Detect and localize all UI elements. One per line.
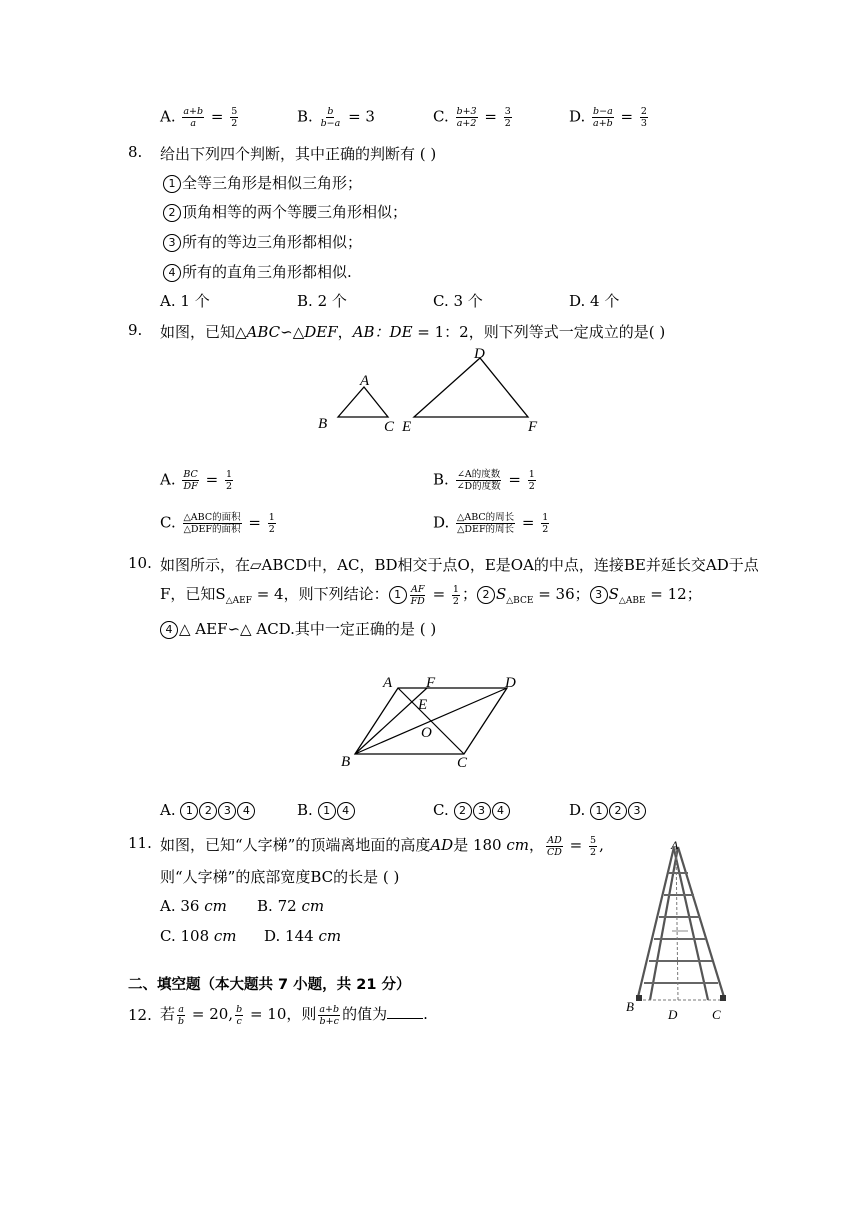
- ladder-left-rail-inner: [650, 847, 678, 1000]
- option-text: 3 个: [453, 292, 483, 310]
- vertex-label-d: D: [474, 346, 485, 362]
- option-label: A.: [160, 801, 176, 819]
- frac-den: △DEF的周长: [457, 524, 515, 535]
- stem-text: 的值为: [342, 1005, 388, 1023]
- q9-option-b: B. $\frac{\text{∠A的度数}}{\text{∠D的度数}}$ = $\frac{1}{2}$: [433, 469, 535, 492]
- frac-num: b: [236, 1003, 243, 1015]
- frac-den: 2: [268, 524, 275, 535]
- circled-number: 3: [628, 802, 646, 820]
- q9-triangles-figure: [310, 345, 550, 435]
- answer-blank[interactable]: [387, 1004, 423, 1019]
- q10-option-c: [433, 801, 511, 820]
- q8-item-2: [163, 201, 407, 222]
- option-label: C.: [160, 513, 176, 532]
- option-text: 108: [180, 927, 214, 945]
- q12-stem: [160, 1003, 428, 1027]
- circled-number: 3: [163, 234, 181, 252]
- option-label: B.: [257, 897, 273, 915]
- circled-number: 4: [237, 802, 255, 820]
- item-text: 所有的等边三角形都相似；: [182, 233, 363, 251]
- q10-option-a: [160, 801, 256, 820]
- unit: cm: [213, 927, 237, 945]
- option-label: B.: [297, 292, 313, 310]
- segment-name: AD: [430, 836, 454, 854]
- frac-num: a+b: [319, 1003, 340, 1015]
- frac-den: 2: [504, 118, 511, 129]
- circled-number: 3: [590, 586, 608, 604]
- circled-number: 2: [454, 802, 472, 820]
- frac-den: 2: [528, 481, 535, 492]
- vertex-label-c: C: [457, 755, 468, 771]
- option-label: D.: [264, 927, 281, 945]
- frac-num: b+3: [456, 106, 477, 117]
- stem-text: = 36；: [533, 585, 590, 603]
- option-label: C.: [433, 801, 449, 819]
- circled-number: 1: [163, 175, 181, 193]
- subscript: △AEF: [225, 596, 252, 606]
- frac-num: ∠A的度数: [456, 469, 501, 480]
- ladder-label-b: B: [626, 999, 634, 1014]
- option-label: B.: [433, 470, 449, 489]
- q8-item-4: [163, 261, 352, 282]
- vertex-label-b: B: [341, 754, 351, 770]
- option-label: D.: [569, 292, 586, 310]
- point-label-e: E: [418, 697, 428, 713]
- frac-num: 1: [452, 583, 459, 595]
- circled-number: 1: [318, 802, 336, 820]
- option-label: A.: [160, 470, 176, 489]
- option-text: 36: [180, 897, 205, 915]
- item-text: 全等三角形是相似三角形；: [182, 174, 363, 192]
- option-label: C.: [433, 107, 449, 126]
- circled-number: 3: [218, 802, 236, 820]
- vertex-label-f: F: [528, 419, 538, 435]
- triangle-name: DEF: [304, 323, 338, 341]
- frac-den: 3: [640, 118, 647, 129]
- stem-text: 如图，已知“人字梯”的顶端离地面的高度: [160, 836, 431, 854]
- option-label: D.: [433, 513, 450, 532]
- q11-line-1: 如图，已知“人字梯”的顶端离地面的高度AD是 180 cm， $\frac{AD}{CD}$ = $\frac{5}{2}$ ,: [160, 834, 604, 858]
- circled-number: 1: [180, 802, 198, 820]
- item-text: 所有的直角三角形都相似.: [182, 263, 352, 281]
- stem-text: 是 180: [453, 836, 507, 854]
- ladder-right-rail-outer: [678, 847, 724, 997]
- q8-number: 8.: [128, 143, 143, 161]
- circled-number: 4: [163, 264, 181, 282]
- stem-text: = 10，则: [245, 1005, 317, 1023]
- point-label-f: F: [426, 675, 436, 691]
- q11-line-2: 则“人字梯”的底部宽度BC的长是 ( ): [160, 868, 400, 886]
- stem-text: ，: [337, 323, 353, 341]
- q10-line-1: 如图所示，在▱ABCD中，AC，BD相交于点O，E是OA的中点，连接BE并延长交AD于点: [160, 556, 759, 574]
- stem-text: = 1：2，则下列等式一定成立的是( ): [412, 323, 666, 341]
- point-label-o: O: [421, 725, 432, 741]
- frac-num: b−a: [593, 106, 613, 117]
- ladder-foot: [720, 995, 726, 1001]
- sim-symbol: ∽△: [280, 323, 305, 341]
- vertex-label-e: E: [402, 419, 412, 435]
- option-label: B.: [297, 107, 313, 126]
- frac-num: 5: [231, 106, 238, 117]
- subscript: △BCE: [506, 596, 534, 606]
- option-text: 144: [285, 927, 319, 945]
- frac-num: 5: [590, 834, 597, 846]
- frac-num: b: [327, 106, 334, 117]
- triangle-abc: [338, 387, 388, 417]
- stem-text: = 20,: [187, 1005, 234, 1023]
- q11-option-c: [160, 927, 237, 945]
- q8-option-d: [569, 290, 619, 311]
- circled-number: 2: [163, 204, 181, 222]
- ratio-text: AB：DE: [352, 323, 413, 341]
- q8-option-c: [433, 290, 483, 311]
- frac-num: 2: [640, 106, 647, 117]
- q10-number: 10.: [128, 554, 152, 572]
- option-text: 2 个: [317, 292, 347, 310]
- circled-number: 4: [492, 802, 510, 820]
- option-label: A.: [160, 292, 176, 310]
- q8-option-a: [160, 290, 210, 311]
- unit: cm: [301, 897, 325, 915]
- circled-number: 2: [477, 586, 495, 604]
- circled-number: 4: [160, 621, 178, 639]
- stem-text: F，已知S: [160, 585, 226, 603]
- q8-option-b: [297, 290, 347, 311]
- stem-text: △ AEF∽△ ACD.其中一定正确的是 ( ): [179, 620, 437, 638]
- option-label: A.: [160, 107, 176, 126]
- q11-option-b: [257, 897, 324, 915]
- vertex-label-b: B: [318, 416, 328, 432]
- triangle-name: ABC: [246, 323, 281, 341]
- q11-number: 11.: [128, 834, 152, 852]
- q10-line-3: [160, 618, 436, 639]
- frac-den: 2: [452, 595, 459, 607]
- frac-den: a+2: [456, 118, 477, 129]
- subscript: △ABE: [618, 596, 646, 606]
- circled-number: 3: [473, 802, 491, 820]
- section-heading: 二、填空题（本大题共 7 小题，共 21 分）: [128, 977, 411, 993]
- frac-num: a+b: [183, 106, 204, 117]
- q10-line-2: [160, 583, 702, 607]
- ladder-label-a: A: [671, 838, 679, 852]
- frac-den: DF: [183, 481, 198, 492]
- ladder-left-rail-outer: [638, 847, 674, 997]
- frac-num: △ABC的周长: [457, 512, 515, 523]
- stem-text: 若: [160, 1005, 176, 1023]
- option-label: C.: [433, 292, 449, 310]
- frac-den: FD: [410, 595, 425, 607]
- frac-den: 2: [590, 846, 597, 858]
- frac-den: a+b: [593, 118, 613, 129]
- q12-number: 12.: [128, 1006, 152, 1024]
- unit: cm: [506, 836, 529, 854]
- frac-den: 2: [225, 481, 232, 492]
- frac-num: 1: [268, 512, 275, 523]
- option-label: B.: [297, 801, 313, 819]
- frac-den: CD: [547, 846, 562, 858]
- q10-option-b: [297, 801, 356, 820]
- q9-option-a: A. $\frac{BC}{DF}$ = $\frac{1}{2}$: [160, 469, 232, 492]
- frac-num: 3: [504, 106, 511, 117]
- option-label: D.: [569, 801, 586, 819]
- q10-parallelogram-figure: [335, 668, 535, 772]
- q9-stem: [160, 321, 665, 342]
- frac-den: 2: [231, 118, 238, 129]
- frac-num: △ABC的面积: [183, 512, 241, 523]
- ladder-foot: [636, 995, 642, 1001]
- circled-number: 1: [590, 802, 608, 820]
- frac-den: c: [236, 1015, 242, 1027]
- frac-den: a: [190, 118, 197, 129]
- item-text: 顶角相等的两个等腰三角形相似；: [182, 203, 408, 221]
- area-symbol: S: [608, 585, 619, 603]
- option-value: 3: [365, 107, 375, 126]
- q9-option-d: D. $\frac{\text{△ABC的周长}}{\text{△DEF的周长}}$ = $\frac{1}{2}$: [433, 512, 549, 535]
- unit: cm: [318, 927, 342, 945]
- frac-den: b: [178, 1015, 185, 1027]
- frac-den: △DEF的面积: [183, 524, 241, 535]
- circled-number: 1: [389, 586, 407, 604]
- option-label: C.: [160, 927, 176, 945]
- circled-number: 4: [337, 802, 355, 820]
- stem-text: = 4，则下列结论：: [251, 585, 389, 603]
- q7-option-d: D. $\frac{b-a}{a+b}$ = $\frac{2}{3}$: [569, 106, 647, 129]
- stem-text: ，: [529, 836, 545, 854]
- ladder-label-d: D: [668, 1007, 678, 1022]
- vertex-label-d: D: [505, 675, 516, 691]
- q10-option-d: [569, 801, 647, 820]
- stem-text: = 12；: [645, 585, 702, 603]
- triangle-def: [414, 358, 528, 417]
- option-label: D.: [569, 107, 586, 126]
- q8-item-1: [163, 172, 362, 193]
- q7-option-a: A. $\frac{a+b}{a}$ = $\frac{5}{2}$: [160, 106, 238, 129]
- vertex-label-c: C: [384, 419, 395, 435]
- q7-option-b: B. $\frac{b}{b-a}$ = 3: [297, 106, 375, 129]
- frac-num: 1: [528, 469, 535, 480]
- stem-text: .: [423, 1005, 428, 1023]
- area-symbol: S: [495, 585, 507, 603]
- frac-den: 2: [542, 524, 549, 535]
- frac-num: 1: [225, 469, 232, 480]
- q8-stem: 给出下列四个判断，其中正确的判断有 ( ): [160, 145, 437, 163]
- frac-num: AF: [410, 583, 425, 595]
- option-label: A.: [160, 897, 176, 915]
- unit: cm: [204, 897, 227, 915]
- option-text: 72: [277, 897, 302, 915]
- q9-number: 9.: [128, 321, 143, 339]
- q9-option-c: C. $\frac{\text{△ABC的面积}}{\text{△DEF的面积}}$ = $\frac{1}{2}$: [160, 512, 275, 535]
- frac-num: a: [178, 1003, 184, 1015]
- vertex-label-a: A: [383, 675, 393, 691]
- ladder-label-c: C: [712, 1007, 721, 1022]
- q8-item-3: [163, 231, 362, 252]
- circled-number: 2: [609, 802, 627, 820]
- stem-text: ；: [461, 585, 477, 603]
- frac-num: 1: [542, 512, 549, 523]
- option-text: 4 个: [590, 292, 620, 310]
- frac-num: BC: [183, 469, 198, 480]
- diagonal-bd: [355, 688, 507, 754]
- equals: =: [427, 585, 450, 603]
- circled-number: 2: [199, 802, 217, 820]
- ladder-figure: [620, 835, 740, 1025]
- vertex-label-a: A: [360, 373, 370, 389]
- q7-option-c: C. $\frac{b+3}{a+2}$ = $\frac{3}{2}$: [433, 106, 511, 129]
- frac-den: b−a: [320, 118, 341, 129]
- frac-den: ∠D的度数: [456, 481, 501, 492]
- frac-den: b+c: [319, 1015, 339, 1027]
- q11-option-d: [264, 927, 341, 945]
- frac-num: AD: [547, 834, 562, 846]
- q11-option-a: [160, 897, 227, 915]
- stem-text: 如图，已知△: [160, 323, 247, 341]
- option-text: 1 个: [180, 292, 210, 310]
